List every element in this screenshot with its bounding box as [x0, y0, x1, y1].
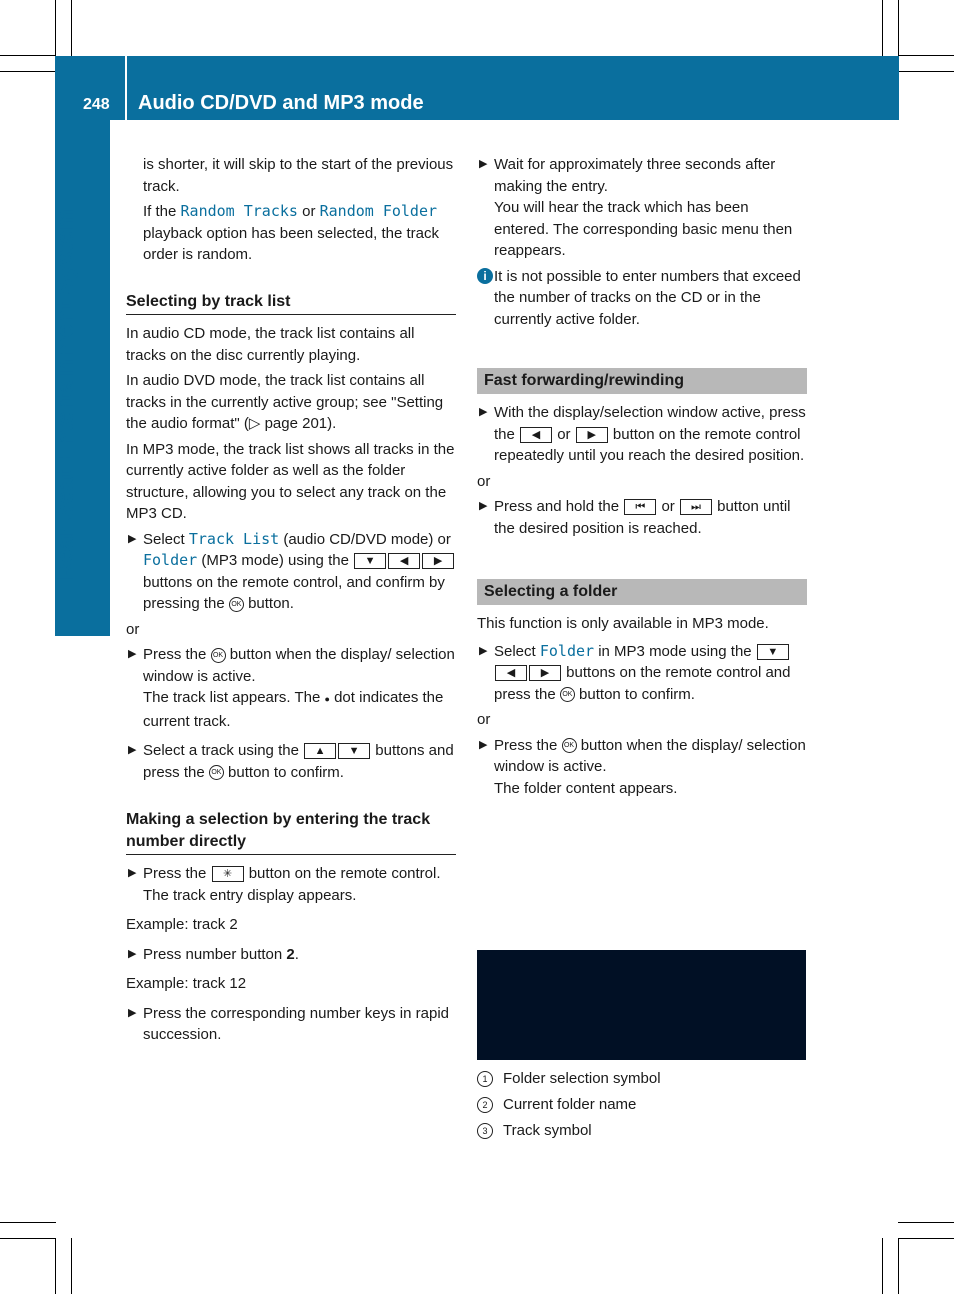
figure-legend	[477, 1066, 661, 1144]
skip-back-button-icon: ⏮	[624, 499, 656, 515]
legend-item: 3 Track symbol	[477, 1118, 661, 1144]
skip-forward-button-icon: ⏭	[680, 499, 712, 515]
step-arrow-icon: ▶	[128, 947, 137, 960]
crop-mark	[0, 71, 56, 72]
dot-icon: ●	[324, 694, 330, 704]
callout-number: 2	[477, 1097, 493, 1113]
crop-mark	[898, 1238, 954, 1239]
crop-mark	[71, 1238, 72, 1294]
left-button-icon: ◀	[520, 427, 552, 443]
crop-mark	[55, 1238, 56, 1294]
page-header	[55, 56, 899, 120]
down-button-icon: ▼	[338, 743, 370, 759]
section-bar: Selecting a folder	[477, 579, 807, 605]
crop-mark	[898, 71, 954, 72]
paragraph: If the Random Tracks or Random Folder playback option has been selected, the track order is random.	[143, 202, 440, 263]
legend-item: 1 Folder selection symbol	[477, 1066, 661, 1092]
down-button-icon: ▼	[354, 553, 386, 569]
instruction-step: ▶ Press the ✳ button on the remote control. The track entry display appears.	[128, 865, 441, 904]
step-arrow-icon: ▶	[479, 158, 488, 170]
crop-mark	[898, 55, 954, 56]
crop-mark	[55, 0, 56, 56]
step-arrow-icon: ▶	[479, 500, 488, 512]
crop-mark	[898, 1222, 954, 1223]
page-number: 248	[83, 96, 110, 113]
right-button-icon: ▶	[576, 427, 608, 443]
instruction-step: ▶ Select a track using the ▲ ▼ buttons and press the OK button to confirm.	[128, 742, 454, 781]
ok-button-icon: OK	[560, 687, 575, 702]
right-button-icon: ▶	[529, 665, 561, 681]
or-text: or	[477, 711, 491, 728]
crop-mark	[0, 55, 56, 56]
step-arrow-icon: ▶	[128, 1006, 137, 1019]
step-arrow-icon: ▶	[128, 532, 137, 545]
paragraph: In MP3 mode, the track list shows all tracks in the currently active folder as well as the folder structure, allowing you to select any track on the MP3 CD.	[126, 440, 455, 522]
instruction-step: ▶ Wait for approximately three seconds after making the entry. You will hear the track which has been entered. The corresponding basic menu then reappears.	[479, 156, 793, 259]
callout-number: 1	[477, 1071, 493, 1087]
or-text: or	[126, 620, 140, 638]
ok-button-icon: OK	[209, 765, 224, 780]
menu-term: Random Folder	[319, 202, 438, 220]
step-arrow-icon: ▶	[479, 406, 488, 418]
ok-button-icon: OK	[229, 597, 244, 612]
instruction-step: ▶ Press the corresponding number keys in rapid succession.	[128, 1004, 449, 1043]
down-button-icon: ▼	[757, 644, 789, 660]
section-heading: Selecting by track list	[126, 291, 456, 316]
page-title: Audio CD/DVD and MP3 mode	[138, 92, 424, 114]
example-label: Example: track 2	[126, 916, 238, 933]
ok-button-icon: OK	[211, 648, 226, 663]
instruction-step: ▶ Press the OK button when the display/ selection window is active. The folder content appears.	[479, 736, 806, 797]
step-arrow-icon: ▶	[479, 738, 488, 751]
left-button-icon: ◀	[388, 553, 420, 569]
paragraph: In audio CD mode, the track list contains all tracks on the disc currently playing.	[126, 325, 415, 364]
left-button-icon: ◀	[495, 665, 527, 681]
menu-term: Track List	[188, 529, 280, 548]
chapter-label: Rear Seat Entertainment System	[52, 209, 79, 580]
crop-mark	[882, 1238, 883, 1294]
ok-button-icon: OK	[562, 738, 577, 753]
crop-mark	[882, 0, 883, 56]
up-button-icon: ▲	[304, 743, 336, 759]
instruction-step: ▶ Select Folder in MP3 mode using the ▼◀ ▶ buttons on the remote control and press the OK button to confirm.	[479, 641, 791, 703]
section-bar: Fast forwarding/rewinding	[477, 368, 807, 394]
menu-term: Folder	[143, 551, 198, 569]
right-button-icon: ▶	[422, 553, 454, 569]
menu-term: Folder	[539, 641, 595, 660]
instruction-step: ▶ Press number button 2.	[126, 944, 456, 966]
paragraph: In audio DVD mode, the track list contains all tracks in the currently active group; see "Setting the audio format" (▷ page 201).	[126, 372, 444, 432]
or-text: or	[477, 472, 491, 490]
step-arrow-icon: ▶	[479, 644, 488, 657]
paragraph: is shorter, it will skip to the start of the previous track.	[143, 156, 454, 195]
section-heading: Making a selection by entering the track number directly	[126, 809, 456, 855]
info-icon: i	[477, 268, 493, 284]
crop-mark	[0, 1222, 56, 1223]
star-button-icon: ✳	[212, 866, 244, 882]
step-arrow-icon: ▶	[128, 648, 137, 660]
crop-mark	[898, 0, 899, 56]
step-arrow-icon: ▶	[128, 867, 137, 879]
header-divider	[125, 56, 127, 120]
callout-number: 3	[477, 1123, 493, 1139]
instruction-step: ▶ Select Track List (audio CD/DVD mode) or Folder (MP3 mode) using the ▼ ◀ ▶ buttons on the remote control, and confirm by pressing the OK button.	[126, 529, 456, 615]
crop-mark	[71, 0, 72, 56]
instruction-step: ▶ Press and hold the ⏮ or ⏭ button until the desired position is reached.	[479, 498, 791, 537]
left-column	[126, 154, 456, 1046]
display-screenshot	[477, 950, 806, 1060]
right-column	[477, 154, 807, 799]
crop-mark	[0, 1238, 56, 1239]
info-note: i It is not possible to enter numbers that exceed the number of tracks on the CD or in the currently active folder.	[477, 266, 807, 331]
paragraph: This function is only available in MP3 mode.	[477, 615, 769, 632]
step-arrow-icon: ▶	[128, 744, 137, 756]
example-label: Example: track 12	[126, 975, 247, 992]
instruction-step: ▶ Press the OK button when the display/ selection window is active. The track list appears. The ● dot indicates the current track.	[128, 646, 455, 730]
legend-item: 2 Current folder name	[477, 1092, 661, 1118]
menu-term: Random Tracks	[180, 202, 298, 220]
crop-mark	[898, 1238, 899, 1294]
instruction-step: ▶ With the display/selection window active, press the ◀ or ▶ button on the remote control repeatedly until you reach the desired position.	[479, 404, 806, 464]
